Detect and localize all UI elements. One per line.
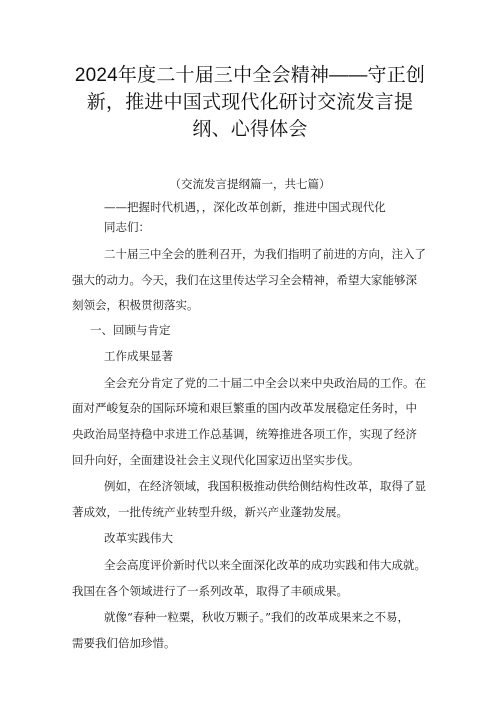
title-line-1: 2024年度二十届三中全会精神——守正创	[74, 65, 426, 86]
title-line-3: 纲、心得体会	[192, 119, 308, 140]
salutation: 同志们：	[104, 220, 150, 234]
intro-line-1: 二十届三中全会的胜利召开，为我们指明了前进的方向，注入了	[104, 247, 426, 261]
paragraph-4-line-2: 需要我们倍加珍惜。	[72, 636, 176, 650]
document-subtitle: （交流发言提纲篇一，共七篇）	[169, 179, 331, 191]
paragraph-1-line-1: 全会充分肯定了党的二十届二中全会以来中央政治局的工作。在	[104, 376, 426, 390]
paragraph-1-line-3: 央政治局坚持稳中求进工作总基调，统筹推进各项工作，实现了经济	[72, 427, 417, 441]
paragraph-3-line-2: 我国在各个领域进行了一系列改革，取得了丰硕成果。	[72, 584, 348, 598]
paragraph-3-line-1: 全会高度评价新时代以来全面深化改革的成功实践和伟大成就。	[104, 558, 426, 572]
theme-line: ——把握时代机遇，，深化改革创新，推进中国式现代化	[104, 200, 386, 214]
title-line-2: 新，推进中国式现代化研讨交流发言提	[86, 92, 414, 113]
intro-line-2: 强大的动力。今天，我们在这里传达学习全会精神，希望大家能够深	[72, 273, 417, 287]
paragraph-2-line-2: 著成效，一批传统产业转型升级，新兴产业蓬勃发展。	[72, 505, 348, 519]
intro-line-3: 刻领会，积极贯彻落实。	[72, 298, 199, 312]
paragraph-4-line-1: 就像“春种一粒粟，秋收万颗子。”我们的改革成果来之不易，	[104, 610, 410, 624]
subsection-heading: 工作成果显著	[104, 349, 173, 363]
paragraph-1-line-4: 回升向好，全面建设社会主义现代化国家迈出坚实步伐。	[72, 453, 360, 467]
document-title	[72, 62, 428, 143]
paragraph-2-line-1: 例如，在经济领域，我国积极推动供给侧结构性改革，取得了显	[104, 479, 426, 493]
section-heading: 一、回顾与肯定	[90, 325, 171, 337]
paragraph-1-line-2: 面对严峻复杂的国际环境和艰巨繁重的国内改革发展稳定任务时，中	[72, 401, 417, 415]
subsection-heading: 改革实践伟大	[104, 531, 173, 545]
